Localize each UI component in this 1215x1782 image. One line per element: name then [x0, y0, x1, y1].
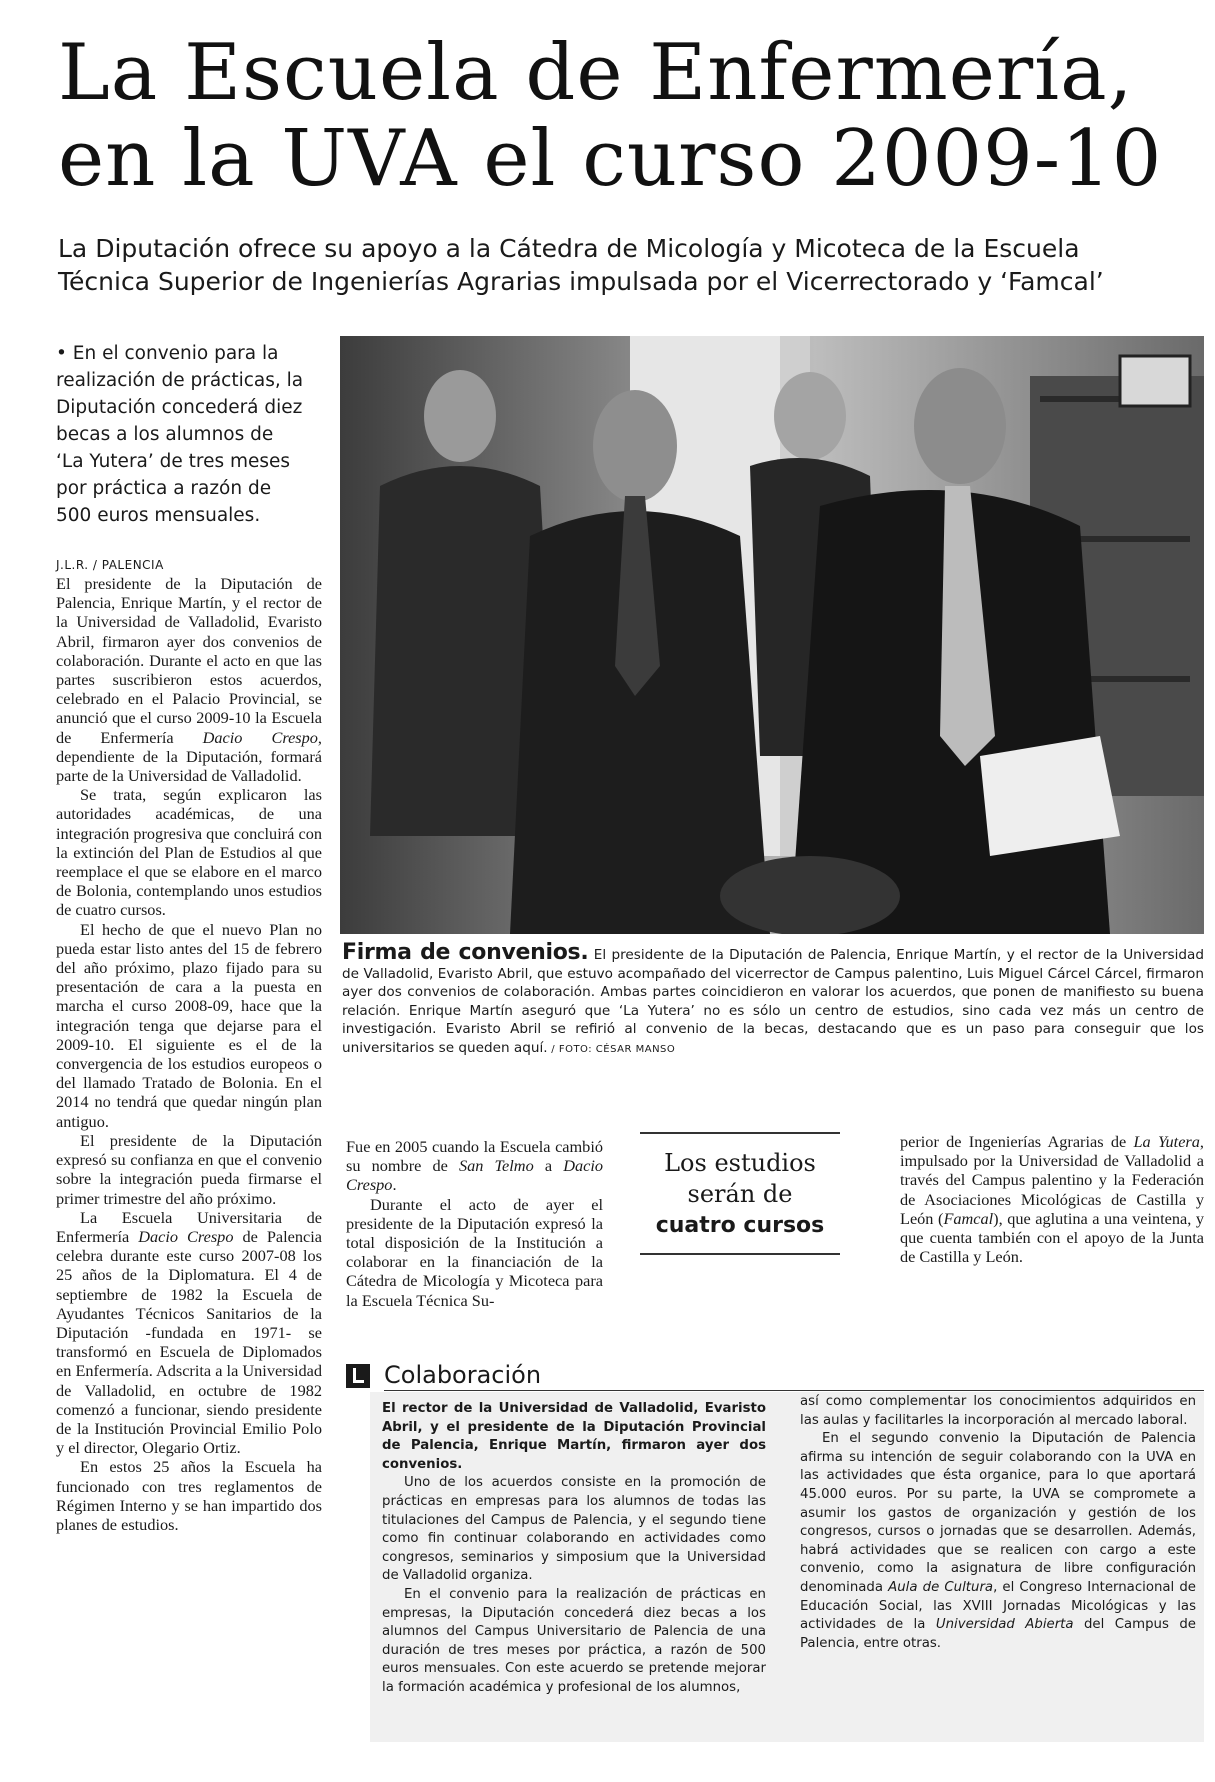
paragraph: así como complementar los conocimientos adquiridos en las aulas y facilitarles la incorporación al mercado laboral.	[800, 1394, 1196, 1428]
paragraph: El presidente de la Diputación expresó su confianza en que el convenio sobre la integración pueda firmarse el primer trimestre del año próximo.	[56, 1130, 322, 1208]
text-run: de Palencia celebra durante este curso 2007-08 los 25 años de la Diplomatura. El 4 de septiembre de 1982 la Escuela de Ayudantes Técnicos Sanitarios de la Diputación -fundada en 1971- se transformó en Escuela de Diplomados en Enfermería. Adscrita a la Universidad de Valladolid, en octubre de 1982 comenzó a funcionar, siendo presidente de la Institución Provincial Emilio Polo y el director, Olegario Ortiz.	[56, 1226, 322, 1458]
photo-credit: / FOTO: CÉSAR MANSO	[547, 1043, 676, 1055]
paragraph: En estos 25 años la Escuela ha funcionado con tres reglamentos de Régimen Interno y se han impartido dos planes de estudios.	[56, 1457, 322, 1534]
box-quote	[640, 1132, 840, 1255]
article-column-3	[900, 1132, 1204, 1266]
subheadline: La Diputación ofrece su apoyo a la Cátedra de Micología y Micoteca de la Escuela Técnica Superior de Ingenierías Agrarias impulsada por el Vicerrectorado y ‘Famcal’	[58, 234, 1104, 296]
section-icon	[346, 1364, 370, 1388]
paragraph: Durante el acto de ayer el presidente de la Diputación expresó la total disposición de la Institución a colaborar en la financiación de la Cátedra de Micología y Micoteca para la Escuela Técnica Su-	[346, 1194, 603, 1310]
italic-run: Dacio Crespo	[202, 727, 318, 747]
text-run: En el segundo convenio la Diputación de Palencia afirma su intención de seguir colaborando con la UVA en las actividades que ésta organice, para lo que aportará 45.000 euros. Por su parte, la UVA se compromete a asumir los gastos de organización y gestión de los congresos, cursos o jornadas que se desarrollen. Además, habrá actividades que se realicen con cargo a este convenio, como la asignatura de libre configuración denominada	[800, 1431, 1196, 1595]
section-header	[346, 1358, 1204, 1392]
photo-caption	[342, 940, 1204, 1060]
text-run: perior de Ingenierías Agrarias de	[900, 1132, 1134, 1151]
article-column-1	[56, 574, 322, 1534]
box-quote-line-3: cuatro cursos	[655, 1213, 825, 1238]
italic-run: San Telmo	[458, 1156, 534, 1176]
text-run: ), que aglutina a una veintena, y que cuenta también con el apoyo de la Junta de Castilla y León.	[900, 1208, 1204, 1267]
italic-run: Dacio Crespo	[346, 1156, 603, 1195]
sidebar-column-2	[800, 1393, 1196, 1653]
caption-lead: Firma de convenios.	[342, 940, 589, 965]
section-title: Colaboración	[384, 1361, 542, 1389]
headline	[58, 30, 1178, 202]
paragraph	[900, 1132, 1204, 1266]
italic-run: Dacio Crespo	[138, 1226, 234, 1246]
section-rule	[384, 1390, 1204, 1391]
article-column-2	[346, 1137, 603, 1310]
box-quote-line-1: Los estudios	[664, 1149, 816, 1177]
paragraph	[56, 1208, 322, 1458]
italic-run: Famcal	[943, 1208, 994, 1228]
paragraph	[56, 574, 322, 785]
text-run: El presidente de la Diputación de Palencia, Enrique Martín, y el rector de la Universidad de Valladolid, Evaristo Abril, firmaron ayer dos convenios de colaboración. Durante el acto en que las partes suscribieron estos acuerdos, celebrado en el Palacio Provincial, se anunció que el curso 2009-10 la Escuela de Enfermería	[56, 574, 322, 747]
byline: J.L.R. / PALENCIA	[56, 558, 164, 572]
text-run: , impulsado por la Universidad de Valladolid a través del Campus palentino y la Federación de Asociaciones Micológicas de Castilla y León (	[900, 1132, 1204, 1228]
headline-line-1: La Escuela de Enfermería,	[58, 28, 1134, 118]
italic-run: Universidad Abierta	[935, 1617, 1074, 1633]
italic-run: Aula de Cultura	[888, 1579, 994, 1595]
photo-illustration	[340, 336, 1204, 934]
text-run: Fue en 2005 cuando la Escuela cambió su nombre de	[346, 1137, 603, 1176]
paragraph	[346, 1137, 603, 1195]
paragraph: Uno de los acuerdos consiste en la promoción de prácticas en empresas para los alumnos de todas las titulaciones del Campus de Palencia, y el segundo tiene como fin continuar colaborando en actividades como congresos, seminarios y simposium que la Universidad de Valladolid organiza.	[382, 1475, 766, 1584]
text-run: .	[392, 1175, 397, 1195]
paragraph	[800, 1430, 1196, 1653]
text-run: a	[533, 1156, 564, 1176]
text-run: La Escuela Universitaria de Enfermería	[56, 1207, 322, 1246]
sidebar-column-1	[382, 1400, 766, 1698]
box-quote-line-2: serán de	[687, 1180, 793, 1208]
paragraph: El rector de la Universidad de Valladolid, Evaristo Abril, y el presidente de la Diputación Provincial de Palencia, Enrique Martín, firmaron ayer dos convenios.	[382, 1401, 766, 1472]
paragraph: Se trata, según explicaron las autoridades académicas, de una integración progresiva que concluirá con la extinción del Plan de Estudios al que reemplace el que se elabore en el marco de Bolonia, contemplando unos estudios de cuatro cursos.	[56, 785, 322, 920]
headline-line-2: en la UVA el curso 2009-10	[58, 114, 1163, 204]
news-photo	[340, 336, 1204, 934]
italic-run: La Yutera	[1133, 1132, 1200, 1151]
text-run: , dependiente de la Diputación, formará parte de la Universidad de Valladolid.	[56, 727, 322, 786]
text-run: del Campus de Palencia, entre otras.	[800, 1617, 1196, 1651]
pullquote: • En el convenio para la realización de prácticas, la Diputación concederá diez becas a los alumnos de ‘La Yutera’ de tres meses por práctica a razón de 500 euros mensuales.	[56, 343, 304, 526]
text-run: , el Congreso Internacional de Educación Social, las XVIII Jornadas Micológicas y las actividades de la	[800, 1579, 1196, 1633]
caption-text: El presidente de la Diputación de Palencia, Enrique Martín, y el rector de la Universidad de Valladolid, Evaristo Abril, que estuvo acompañado del vicerrector de Campus palentino, Luis Miguel Cárcel Cárcel, firmaron ayer dos convenios de colaboración. Ambas partes coincidieron en valorar los acuerdos, que ponen de manifiesto su buena relación. Enrique Martín aseguró que ‘La Yutera’ no es sólo un centro de estudios, sino cada vez más un centro de investigación. Evaristo Abril se refirió al convenio de la becas, destacando que es un paso para conseguir que los universitarios se queden aquí.	[342, 947, 1204, 1056]
paragraph: El hecho de que el nuevo Plan no pueda estar listo antes del 15 de febrero del año próximo, plazo fijado para su presentación de cara a la puesta en marcha el curso 2008-09, hace que la integración tenga que dejarse para el 2009-10. El siguiente es el de la convergencia de los estudios europeos o del llamado Tratado de Bolonia. En el 2014 no tendrá que quedar ningún plan antiguo.	[56, 919, 322, 1131]
paragraph: En el convenio para la realización de prácticas en empresas, la Diputación concederá diez becas a los alumnos del Campus Universitario de Palencia de una duración de tres meses por práctica, a razón de 500 euros mensuales. Con este acuerdo se pretende mejorar la formación académica y profesional de los alumnos,	[382, 1586, 766, 1695]
